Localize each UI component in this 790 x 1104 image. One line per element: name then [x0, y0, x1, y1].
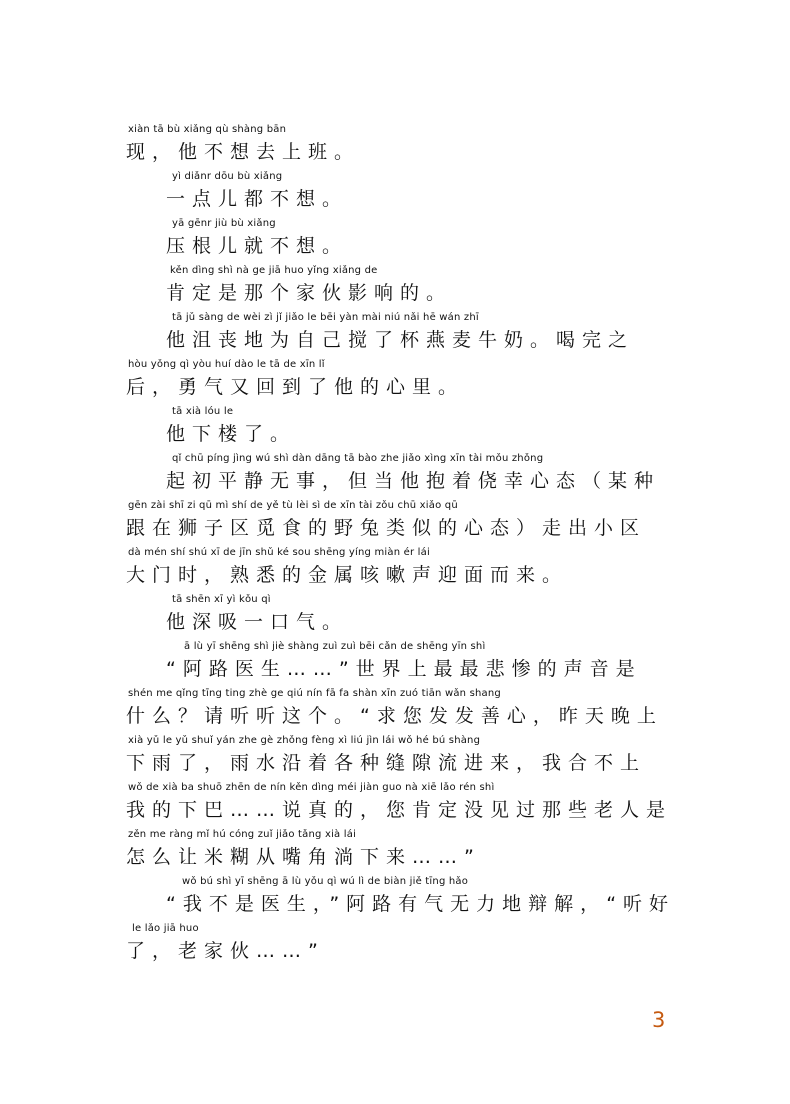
pinyin-annotation: kěn dìng shì nà ge jiā huo yǐng xiǎng de: [170, 265, 378, 276]
text-line: [128, 688, 668, 732]
text-line: [128, 124, 668, 168]
chinese-text: “阿路医生……”世界上最最悲惨的声音是: [166, 658, 642, 680]
text-line: [128, 923, 668, 967]
chinese-text: 压根儿就不想。: [166, 235, 349, 257]
text-line: [128, 547, 668, 591]
text-line: [126, 782, 673, 826]
text-line: [128, 735, 668, 779]
chinese-text: 他深吸一口气。: [166, 611, 349, 633]
text-line: [128, 594, 668, 638]
text-line: [128, 829, 668, 873]
page-number: 3: [652, 1008, 666, 1032]
pinyin-annotation: le lǎo jiā huo: [132, 923, 199, 934]
chinese-text: 下雨了，雨水沿着各种缝隙流进来，我合不上: [126, 752, 647, 774]
text-line: [128, 218, 668, 262]
text-line: [128, 171, 668, 215]
chinese-text: 怎么让米糊从嘴角淌下来……”: [126, 846, 481, 868]
pinyin-annotation: wǒ de xià ba shuō zhēn de nín kěn dìng méi jiàn guo nà xiē lǎo rén shì: [128, 782, 495, 793]
pinyin-annotation: tā xià lóu le: [172, 406, 234, 417]
text-line: [128, 500, 668, 544]
pinyin-annotation: tā shēn xī yì kǒu qì: [172, 594, 271, 605]
text-line: [128, 406, 668, 450]
text-line: [128, 876, 676, 920]
pinyin-annotation: dà mén shí shú xī de jīn shǔ ké sou shēng yíng miàn ér lái: [128, 547, 430, 558]
text-line: [128, 453, 668, 497]
chinese-text: 我的下巴……说真的，您肯定没见过那些老人是: [126, 799, 673, 821]
chinese-text: 了，老家伙……”: [126, 940, 325, 962]
chinese-text: 肯定是那个家伙影响的。: [166, 282, 453, 304]
pinyin-annotation: zěn me ràng mǐ hú cóng zuǐ jiǎo tǎng xià lái: [128, 829, 357, 840]
text-line: [128, 265, 668, 309]
pinyin-annotation: wǒ bú shì yī shēng ā lù yǒu qì wú lì de biàn jiě tīng hǎo: [182, 876, 469, 887]
pinyin-annotation: qǐ chū píng jìng wú shì dàn dāng tā bào zhe jiǎo xìng xīn tài mǒu zhǒng: [172, 453, 544, 464]
chinese-text: 一点儿都不想。: [166, 188, 349, 210]
pinyin-annotation: xià yǔ le yǔ shuǐ yán zhe gè zhǒng fèng xì liú jìn lái wǒ hé bú shàng: [128, 735, 481, 746]
pinyin-annotation: xiàn tā bù xiǎng qù shàng bān: [128, 124, 287, 135]
text-line: [128, 359, 668, 403]
pinyin-annotation: tā jǔ sàng de wèi zì jǐ jiǎo le bēi yàn mài niú nǎi hē wán zhī: [172, 312, 479, 323]
pinyin-annotation: shén me qǐng tīng ting zhè ge qiú nín fā fa shàn xīn zuó tiān wǎn shang: [128, 688, 501, 699]
chinese-text: 什么？请听听这个。“求您发发善心，昨天晚上: [126, 705, 663, 727]
chinese-text: 大门时，熟悉的金属咳嗽声迎面而来。: [126, 564, 569, 586]
pinyin-annotation: yā gēnr jiù bù xiǎng: [172, 218, 276, 229]
text-line: [128, 312, 668, 356]
pinyin-annotation: yì diǎnr dōu bù xiǎng: [172, 171, 283, 182]
pinyin-annotation: ā lù yī shēng shì jiè shàng zuì zuì bēi cǎn de shēng yīn shì: [184, 641, 486, 652]
text-line: [128, 641, 668, 685]
chinese-text: 现，他不想去上班。: [126, 141, 361, 163]
pinyin-annotation: hòu yǒng qì yòu huí dào le tā de xīn lǐ: [128, 359, 325, 370]
chinese-text: “我不是医生，”阿路有气无力地辩解，“听好: [166, 893, 676, 915]
chinese-text: 跟在狮子区觅食的野兔类似的心态）走出小区: [126, 517, 647, 539]
pinyin-annotation: gēn zài shī zi qū mì shí de yě tù lèi sì de xīn tài zǒu chū xiǎo qū: [128, 500, 458, 511]
chinese-text: 他下楼了。: [166, 423, 297, 445]
chinese-text: 起初平静无事，但当他抱着侥幸心态（某种: [166, 470, 661, 492]
chinese-text: 后，勇气又回到了他的心里。: [126, 376, 465, 398]
chinese-text: 他沮丧地为自己搅了杯燕麦牛奶。喝完之: [166, 329, 635, 351]
